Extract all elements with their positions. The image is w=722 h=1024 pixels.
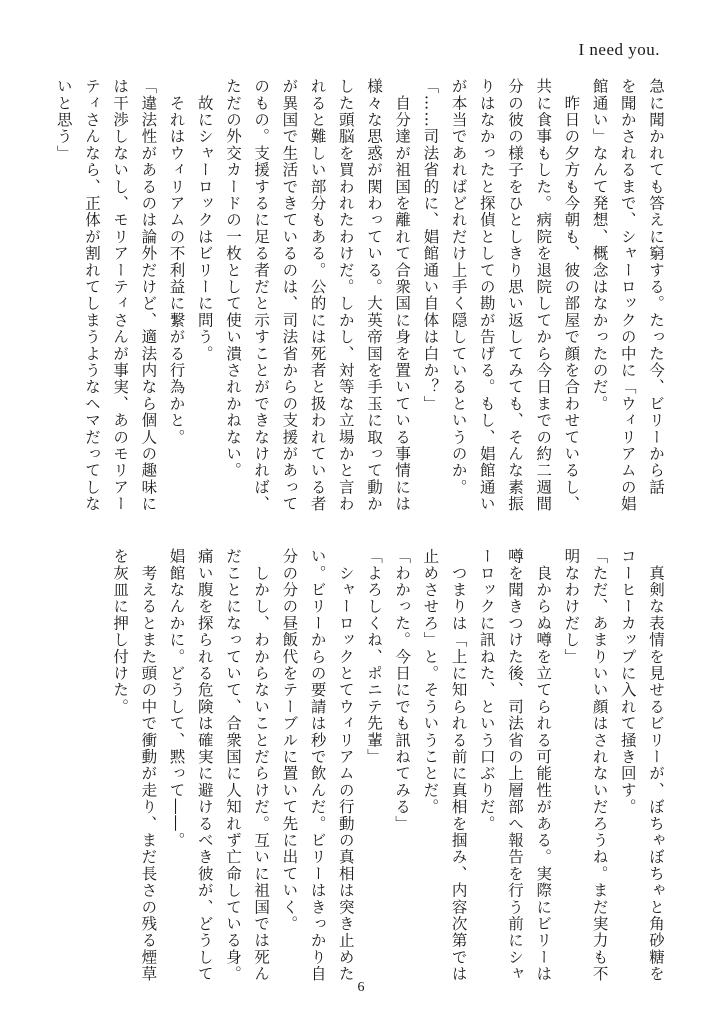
- text-line: 考えるとまた頭の中で衝動が走り、まだ長さの残る煙草: [139, 548, 158, 983]
- text-line: 自分達が祖国を離れて合衆国に身を置いている事情には: [393, 78, 412, 513]
- text-line: した頭脳を買われたわけだ。しかし、対等な立場かと言わ: [336, 78, 355, 513]
- text-line: 良からぬ噂を立てられる可能性がある。実際にビリーは: [534, 548, 553, 983]
- text-line: ただの外交カードの一枚として使い潰されかねない。: [223, 78, 242, 479]
- text-line: 「……司法省的に、娼館通い自体は白か？」: [421, 78, 440, 412]
- text-line: 館通い」なんて発想、概念はなかったのだ。: [590, 78, 609, 412]
- running-title: I need you.: [578, 40, 660, 59]
- text-line: 真剣な表情を見せるビリーが、ぼちゃぼちゃと角砂糖を: [647, 548, 665, 983]
- text-line: は干渉しないし、モリアーティさんが事実、あのモリアー: [111, 78, 130, 513]
- text-line: 止めさせろ」と。そういうことだ。: [421, 548, 440, 816]
- text-line: ーロックに訊ねた、という口ぶりだ。: [477, 548, 496, 832]
- text-line: 分の分の昼飯代をテーブルに置いて先に出ていく。: [280, 548, 299, 933]
- text-line: つまりは「上に知られる前に真相を掴み、内容次第では: [449, 548, 468, 983]
- text-line: を灰皿に押し付けた。: [111, 548, 130, 715]
- text-line: れると難しい部分もある。公的には死者と扱われている者: [308, 78, 327, 513]
- text-line: シャーロックとてウィリアムの行動の真相は突き止めた: [336, 548, 355, 983]
- text-line: 娼館なんかに。どうして、黙って――。: [167, 548, 186, 849]
- text-line: だことになっていて、合衆国に人知れず亡命している身。: [223, 548, 242, 983]
- text-line: を聞かされるまで、シャーロックの中に「ウィリアムの娼: [618, 78, 637, 513]
- lower-text-block: [106, 548, 670, 983]
- text-line: が本当であればどれだけ上手く隠しているというのか。: [449, 78, 468, 496]
- text-line: 様々な思惑が関わっている。大英帝国を手玉に取って動か: [364, 78, 383, 513]
- text-line: りはなかったと探偵としての勘が告げる。もし、娼館通い: [477, 78, 496, 513]
- text-line: 「ただ、あまりいい顔はされないだろうね。まだ実力も不: [590, 548, 609, 983]
- upper-text-block: [50, 78, 670, 513]
- text-line: 噂を聞きつけた後、司法省の上層部へ報告を行う前にシャ: [505, 548, 524, 983]
- text-line: い。ビリーからの要請は秒で飲んだ。ビリーはきっかり自: [308, 548, 327, 983]
- text-line: それはウィリアムの不利益に繋がる行為かと。: [167, 78, 186, 446]
- text-line: 「よろしくね、ポニテ先輩」: [364, 548, 383, 766]
- text-line: しかし、わからないことだらけだ。互いに祖国では死ん: [252, 548, 271, 983]
- text-line: 「わかった。今日にでも訊ねてみる」: [393, 548, 412, 832]
- text-line: 共に食事もした。病院を退院してから今日までの約二週間: [534, 78, 553, 513]
- text-line: 分の彼の様子をひとしきり思い返してみても、そんな素振: [505, 78, 524, 513]
- page-number: 6: [357, 980, 365, 995]
- text-line: ティさんなら、正体が割れてしまうようなヘマだってしな: [82, 78, 101, 513]
- text-line: いと思う」: [54, 78, 73, 162]
- text-line: 急に聞かれても答えに窮する。たった今、ビリーから話: [647, 78, 665, 496]
- text-line: のもの。支援するに足る者だと示すことができなければ、: [252, 78, 271, 513]
- text-line: 故にシャーロックはビリーに問う。: [195, 78, 214, 362]
- text-line: 昨日の夕方も今朝も、彼の部屋で顔を合わせているし、: [562, 78, 581, 513]
- text-line: コーヒーカップに入れて掻き回す。: [618, 548, 637, 816]
- text-line: 痛い腹を探られる危険は確実に避けるべき彼が、どうして: [195, 548, 214, 983]
- text-line: 「違法性があるのは論外だけど、適法内なら個人の趣味に: [139, 78, 158, 513]
- text-line: 明なわけだし」: [562, 548, 581, 665]
- text-line: が異国で生活できているのは、司法省からの支援があって: [280, 78, 299, 513]
